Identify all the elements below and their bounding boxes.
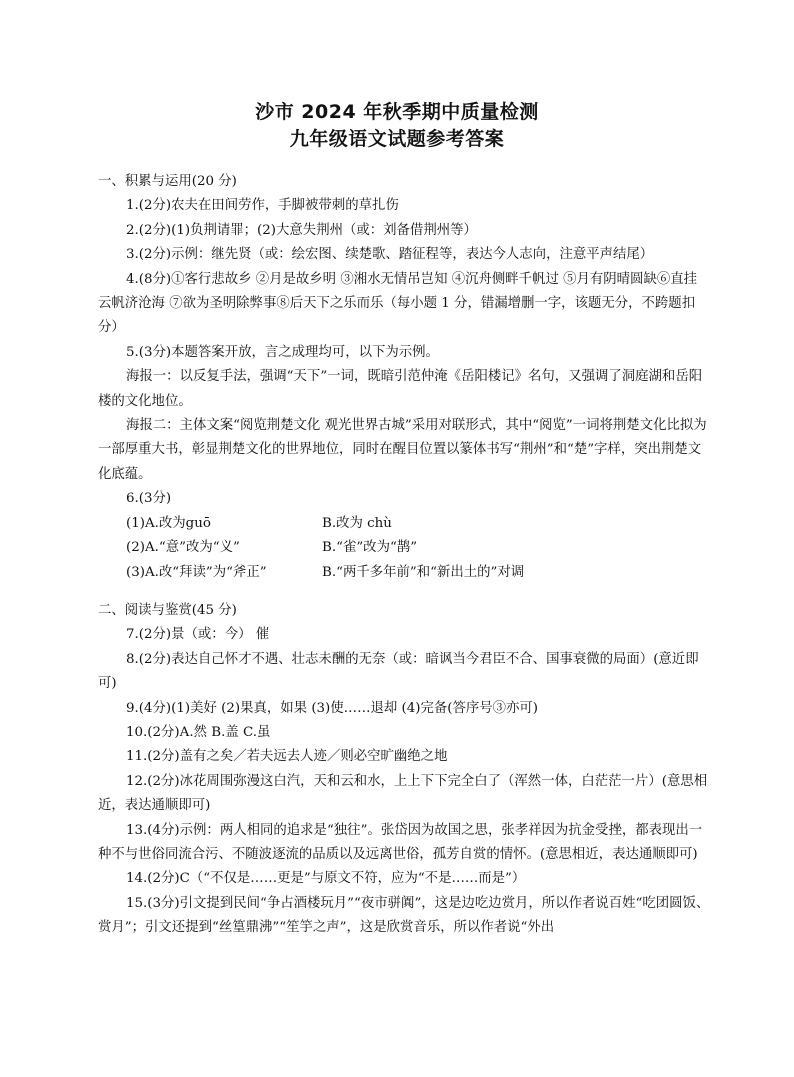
answer-q13: 13.(4分)示例：两人相同的追求是“独往”。张岱因为故国之思，张孝祥因为抗金受挫，都表现出一种不与世俗同流合污、不随波逐流的品质以及远离世俗，孤芳自赏的情怀。(意思相近，表达通顺即可) <box>98 822 703 862</box>
document-title: 沙市 2024 年秋季期中质量检测 <box>255 101 539 123</box>
section-gap <box>98 585 710 599</box>
answer-body <box>98 170 710 941</box>
answer-q7: 7.(2分)景（或：今） 催 <box>126 627 270 643</box>
answer-q3: 3.(2分)示例：继先贤（或：绘宏图、续楚歌、踏征程等，表达今人志向，注意平声结尾） <box>126 247 654 263</box>
q6-row-2-a: (2)A.“意”改为“义” <box>126 540 240 556</box>
answer-q5-poster1: 海报一：以反复手法，强调“天下”一词，既暗引范仲淹《岳阳楼记》名句，又强调了洞庭湖和岳阳楼的文化地位。 <box>98 369 703 409</box>
answer-q9: 9.(4分)(1)美好 (2)果真，如果 (3)使……退却 (4)完备(答序号③亦可) <box>126 700 539 716</box>
q6-row-3-a: (3)A.改“拜读”为“斧正” <box>126 564 267 580</box>
section-heading-2: 二、阅读与鉴赏(45 分) <box>98 602 237 618</box>
answer-q5-poster2: 海报二：主体文案“阅览荆楚文化 观光世界古城”采用对联形式，其中“阅览”一词将荆楚文化比拟为一部厚重大书，彰显荆楚文化的世界地位，同时在醒目位置以篆体书写“荆州”和“楚”字样，突出荆楚文化底蕴。 <box>98 418 707 482</box>
answer-q2: 2.(2分)(1)负荆请罪；(2)大意失荆州（或：刘备借荆州等） <box>126 222 477 238</box>
q6-row-3 <box>98 561 710 585</box>
answer-q6: 6.(3分) <box>126 491 172 507</box>
q6-row-1-a: (1)A.改为guō <box>126 515 211 531</box>
q6-row-1-b: B.改为 chù <box>322 515 392 531</box>
section-heading-1: 一、积累与运用(20 分) <box>98 174 237 189</box>
answer-q10: 10.(2分)A.然 B.盖 C.虽 <box>126 724 271 740</box>
answer-q12: 12.(2分)冰花周围弥漫这白汽，天和云和水，上上下下完全白了（浑然一体，白茫茫一片）(意思相近，表达通顺即可) <box>98 773 708 814</box>
answer-q11: 11.(2分)盖有之矣／若夫远去人迹／则必空旷幽绝之地 <box>126 749 448 765</box>
q6-row-1 <box>98 512 710 536</box>
q6-row-2 <box>98 536 710 560</box>
answer-q5: 5.(3分)本题答案开放，言之成理均可，以下为示例。 <box>126 344 439 360</box>
answer-q1: 1.(2分)农夫在田间劳作，手脚被带刺的草扎伤 <box>126 198 399 214</box>
answer-q15: 15.(3分)引文提到民间“争占酒楼玩月”“夜市骈阗”，这是边吃边赏月，所以作者说百姓“吃团圆饭、赏月”；引文还提到“丝篁鼎沸”“笙竽之声”，这是欣赏音乐，所以作者说“外出 <box>98 895 710 936</box>
answer-q14: 14.(2分)C（“不仅是……更是”与原文不符，应为“不是……而是”） <box>126 871 526 887</box>
answer-q8: 8.(2分)表达自己怀才不遇、壮志未酬的无奈（或：暗讽当今君臣不合、国事衰微的局面）(意近即可) <box>98 651 699 692</box>
q6-row-2-b: B.“雀”改为“鹊” <box>322 540 418 556</box>
answer-q4: 4.(8分)①客行悲故乡 ②月是故乡明 ③湘水无情吊岂知 ④沉舟侧畔千帆过 ⑤月有阴晴圆缺⑥直挂云帆济沧海 ⑦欲为圣明除弊事⑧后天下之乐而乐（每小题 1 分，错漏增删一字，该题无分，不跨题扣分） <box>98 271 698 336</box>
q6-row-3-b: B.“两千多年前”和“新出土的”对调 <box>322 564 525 580</box>
document-subtitle: 九年级语文试题参考答案 <box>289 128 505 150</box>
